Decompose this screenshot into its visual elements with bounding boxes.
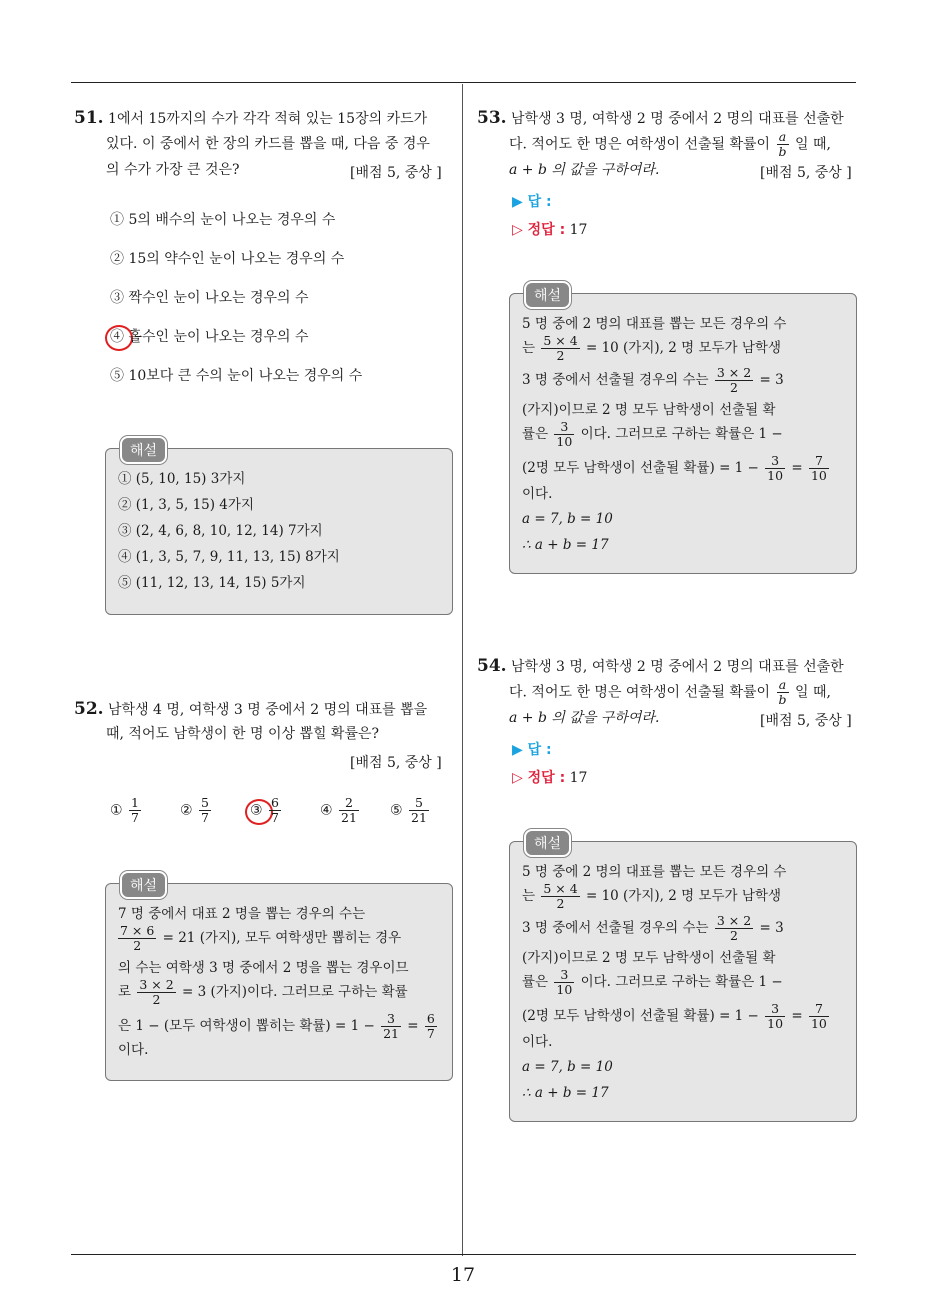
solution-line: 이다. [118,1042,149,1058]
question-text: 1에서 15까지의 수가 각각 적혀 있는 15장의 카드가 [108,111,428,127]
question-text: a + b 의 값을 구하여라. [509,710,660,726]
question-fraction: $\frac{a}{b}$ [778,129,787,159]
choice-mark: ⑤ [110,368,124,384]
question-text: a + b 의 값을 구하여라. [509,162,660,178]
solution-line: (가지)이므로 2 명 모두 남학생이 선출될 확 [522,950,776,966]
solution-fraction: $\frac{5 \times 4}{2}$ [543,333,578,363]
answer-label: ▶ 답 : [512,742,552,758]
solution-line: (2명 모두 남학생이 선출될 확률) = 1 − [522,460,759,476]
choice-fraction: $\frac{2}{21}$ [341,795,357,825]
solution-line: 7 명 중에서 대표 2 명을 뽑는 경우의 수는 [118,906,366,922]
solution-line: 3 명 중에서 선출될 경우의 수는 [522,372,709,388]
question-text: 남학생 4 명, 여학생 3 명 중에서 2 명의 대표를 뽑을 [108,702,428,718]
solution-fraction: $\frac{3}{10}$ [767,1001,784,1031]
solution-line: 이다. [522,1034,553,1050]
solution-line: ∴ a + b = 17 [522,537,609,553]
solution-box [509,288,857,574]
question-meta: [배점 5, 중상 ] [350,755,442,771]
solution-fraction: $\frac{7}{10}$ [810,1001,827,1031]
choice-3[interactable] [110,288,309,308]
page-number: 17 [450,1264,476,1286]
solution-fraction: $\frac{7 \times 6}{2}$ [120,923,155,953]
choice-1[interactable] [110,210,335,230]
solution-label: 해설 [120,436,167,464]
choice-mark: ② [110,251,124,267]
question-text: 일 때, [794,136,831,153]
question-number: 52. [74,699,104,719]
choice-text: 5의 배수의 눈이 나오는 경우의 수 [128,212,336,228]
choice-fraction: $\frac{5}{7}$ [201,795,209,825]
question-text: 다. 적어도 한 명은 여학생이 선출될 확률이 [509,684,771,701]
choice-fraction: $\frac{5}{21}$ [411,795,427,825]
question-text: 의 수가 가장 큰 것은? [106,162,240,178]
question-number: 53. [477,108,507,128]
solution-label: 해설 [524,281,571,309]
choice-3[interactable] [250,796,283,825]
solution-line: a = 7, b = 10 [522,511,613,527]
solution-line: ③ (2, 4, 6, 8, 10, 12, 14) 7가지 [118,523,323,539]
question-text: 일 때, [794,684,831,701]
solution-line: ∴ a + b = 17 [522,1085,609,1101]
solution-box [509,836,857,1122]
solution-line: ④ (1, 3, 5, 7, 9, 11, 13, 15) 8가지 [118,549,340,565]
choice-2[interactable] [180,796,213,825]
choice-fraction: $\frac{1}{7}$ [131,795,139,825]
solution-line: = 3 [755,920,784,936]
solution-line: = 3 (가지)이다. 그러므로 구하는 확률 [177,984,408,1000]
choice-5[interactable] [390,796,431,825]
correct-answer-label: ▷ 정답 : [512,222,566,238]
solution-line: ① (5, 10, 15) 3가지 [118,471,246,487]
solution-line: ② (1, 3, 5, 15) 4가지 [118,497,254,513]
correct-answer-row [512,767,587,787]
solution-line: = 10 (가지), 2 명 모두가 남학생 [581,340,781,356]
choice-2[interactable] [110,249,344,269]
solution-fraction: $\frac{3 \times 2}{2}$ [716,913,752,943]
solution-fraction: $\frac{3 \times 2}{2}$ [139,977,174,1007]
solution-line: 은 1 − (모두 여학생이 뽑히는 확률) = 1 − [118,1018,375,1034]
solution-fraction: $\frac{6}{7}$ [426,1011,435,1041]
solution-box [105,878,453,1081]
question-number: 54. [477,656,507,676]
choice-mark: ③ [250,802,263,819]
correct-answer-label: ▷ 정답 : [512,770,566,786]
choice-text: 짝수인 눈이 나오는 경우의 수 [128,290,309,306]
solution-line: 이다. 그러므로 구하는 확률은 1 − [576,426,783,442]
answer-label: ▶ 답 : [512,194,552,210]
question-text: 때, 적어도 남학생이 한 명 이상 뽑힐 확률은? [106,726,380,742]
column-divider [462,84,463,1256]
bottom-rule [71,1254,856,1255]
question-text: 있다. 이 중에서 한 장의 카드를 뽑을 때, 다음 중 경우 [106,136,430,152]
choice-mark: ③ [110,290,124,306]
solution-line: = 21 (가지), 모두 여학생만 뽑히는 경우 [158,930,402,946]
choice-mark: ② [180,802,193,819]
question-meta: [배점 5, 중상 ] [760,165,852,181]
solution-fraction: $\frac{3 \times 2}{2}$ [716,365,752,395]
solution-line: = 3 [755,372,784,388]
solution-fraction: $\frac{5 \times 4}{2}$ [543,881,578,911]
answer-row[interactable] [512,191,552,211]
choice-mark: ⑤ [390,802,403,819]
solution-line: (2명 모두 남학생이 선출될 확률) = 1 − [522,1008,759,1024]
solution-line: 률은 [522,974,549,990]
choice-fraction: $\frac{6}{7}$ [271,795,279,825]
solution-box [105,443,453,615]
question-text: 남학생 3 명, 여학생 2 명 중에서 2 명의 대표를 선출한 [511,659,844,675]
solution-line: a = 7, b = 10 [522,1059,613,1075]
solution-line: 이다. 그러므로 구하는 확률은 1 − [576,974,783,990]
choice-4[interactable] [110,327,309,347]
question-fraction: $\frac{a}{b}$ [778,677,787,707]
solution-line: = 10 (가지), 2 명 모두가 남학생 [581,888,781,904]
solution-line: 률은 [522,426,549,442]
solution-fraction: $\frac{3}{10}$ [556,419,573,449]
solution-line: 는 [522,888,536,904]
top-rule [71,82,856,83]
solution-line: ⑤ (11, 12, 13, 14, 15) 5가지 [118,575,306,591]
solution-line: 로 [118,984,132,1000]
solution-line: 5 명 중에 2 명의 대표를 뽑는 모든 경우의 수 [522,316,787,332]
correct-answer-value: 17 [569,222,588,238]
solution-fraction: $\frac{7}{10}$ [810,453,827,483]
solution-label: 해설 [120,871,167,899]
solution-fraction: $\frac{3}{10}$ [556,967,573,997]
question-text: 다. 적어도 한 명은 여학생이 선출될 확률이 [509,136,771,153]
choice-mark: ④ [320,802,333,819]
choice-4[interactable] [320,796,361,825]
question-number: 51. [74,108,104,128]
correct-answer-value: 17 [569,770,588,786]
choice-mark: ① [110,802,123,819]
equals-sign: = [791,460,803,476]
choice-text: 10보다 큰 수의 눈이 나오는 경우의 수 [128,368,363,384]
choice-text: 홀수인 눈이 나오는 경우의 수 [128,329,309,345]
solution-line: 의 수는 여학생 3 명 중에서 2 명을 뽑는 경우이므 [118,960,409,976]
question-text: 남학생 3 명, 여학생 2 명 중에서 2 명의 대표를 선출한 [511,111,844,127]
solution-fraction: $\frac{3}{10}$ [767,453,784,483]
solution-line: 5 명 중에 2 명의 대표를 뽑는 모든 경우의 수 [522,864,787,880]
equals-sign: = [407,1018,419,1034]
solution-line: 3 명 중에서 선출될 경우의 수는 [522,920,709,936]
question-meta: [배점 5, 중상 ] [350,165,442,181]
question-meta: [배점 5, 중상 ] [760,713,852,729]
choice-1[interactable] [110,796,143,825]
solution-line: 이다. [522,486,553,502]
choice-mark: ④ [110,329,124,345]
solution-line: (가지)이므로 2 명 모두 남학생이 선출될 확 [522,402,776,418]
solution-line: 는 [522,340,536,356]
solution-fraction: $\frac{3}{21}$ [383,1011,399,1041]
choice-text: 15의 약수인 눈이 나오는 경우의 수 [128,251,345,267]
choice-5[interactable] [110,366,362,386]
solution-label: 해설 [524,829,571,857]
choice-mark: ① [110,212,124,228]
correct-answer-row [512,219,587,239]
equals-sign: = [791,1008,803,1024]
answer-row[interactable] [512,739,552,759]
